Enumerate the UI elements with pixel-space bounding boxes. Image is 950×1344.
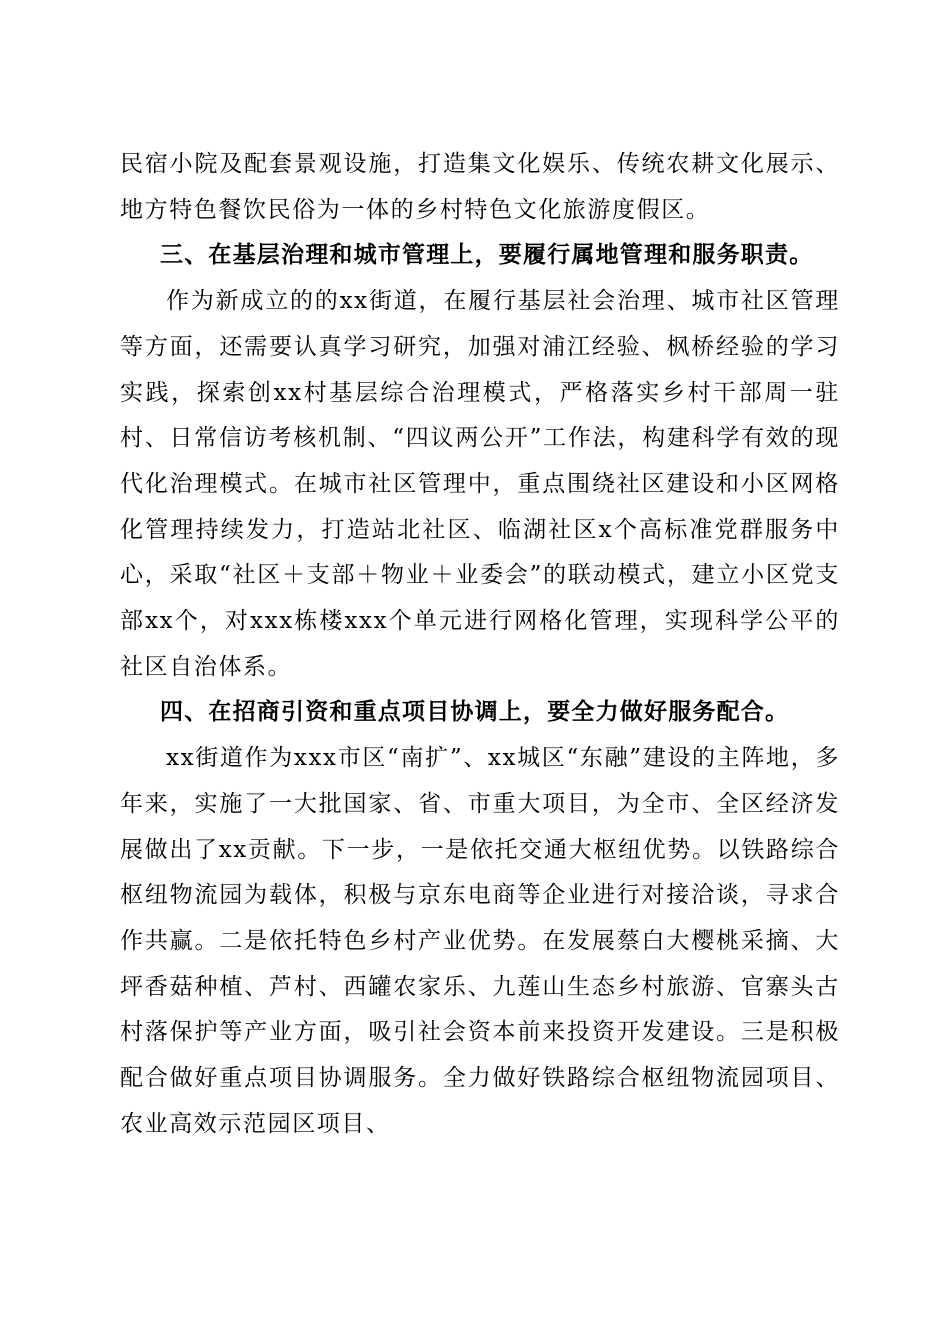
paragraph-investment: xx街道作为xxx市区“南扩”、xx城区“东融”建设的主阵地，多年来，实施了一大批国家、省、市重大项目，为全市、全区经济发展做出了xx贡献。下一步，一是依托交通大枢纽优势。以铁路综合枢纽物流园为载体，积极与京东电商等企业进行对接洽谈，寻求合作共赢。二是依托特色乡村产业优势。在发展蔡白大樱桃采摘、大坪香菇种植、芦村、西罐农家乐、九莲山生态乡村旅游、官寨头古村落保护等产业方面，吸引社会资本前来投资开发建设。三是积极配合做好重点项目协调服务。全力做好铁路综合枢纽物流园项目、农业高效示范园区项目、 xyxy=(120,745,840,1137)
paragraph-governance: 作为新成立的的xx街道，在履行基层社会治理、城市社区管理等方面，还需要认真学习研究，加强对浦江经验、枫桥经验的学习实践，探索创xx村基层综合治理模式，严格落实乡村干部周一驻村、日常信访考核机制、“四议两公开”工作法，构建科学有效的现代化治理模式。在城市社区管理中，重点围绕社区建设和小区网格化管理持续发力，打造站北社区、临湖社区x个高标准党群服务中心，采取“社区＋支部＋物业＋业委会”的联动模式，建立小区党支部xx个，对xxx栋楼xxx个单元进行网格化管理，实现科学公平的社区自治体系。 xyxy=(120,288,840,680)
section-heading-three: 三、在基层治理和城市管理上，要履行属地管理和服务职责。 xyxy=(160,242,814,269)
section-heading-four: 四、在招商引资和重点项目协调上，要全力做好服务配合。 xyxy=(160,699,790,726)
paragraph-continuation: 民宿小院及配套景观设施，打造集文化娱乐、传统农耕文化展示、地方特色餐饮民俗为一体的乡村特色文化旅游度假区。 xyxy=(120,151,840,223)
document-body xyxy=(120,142,840,1147)
